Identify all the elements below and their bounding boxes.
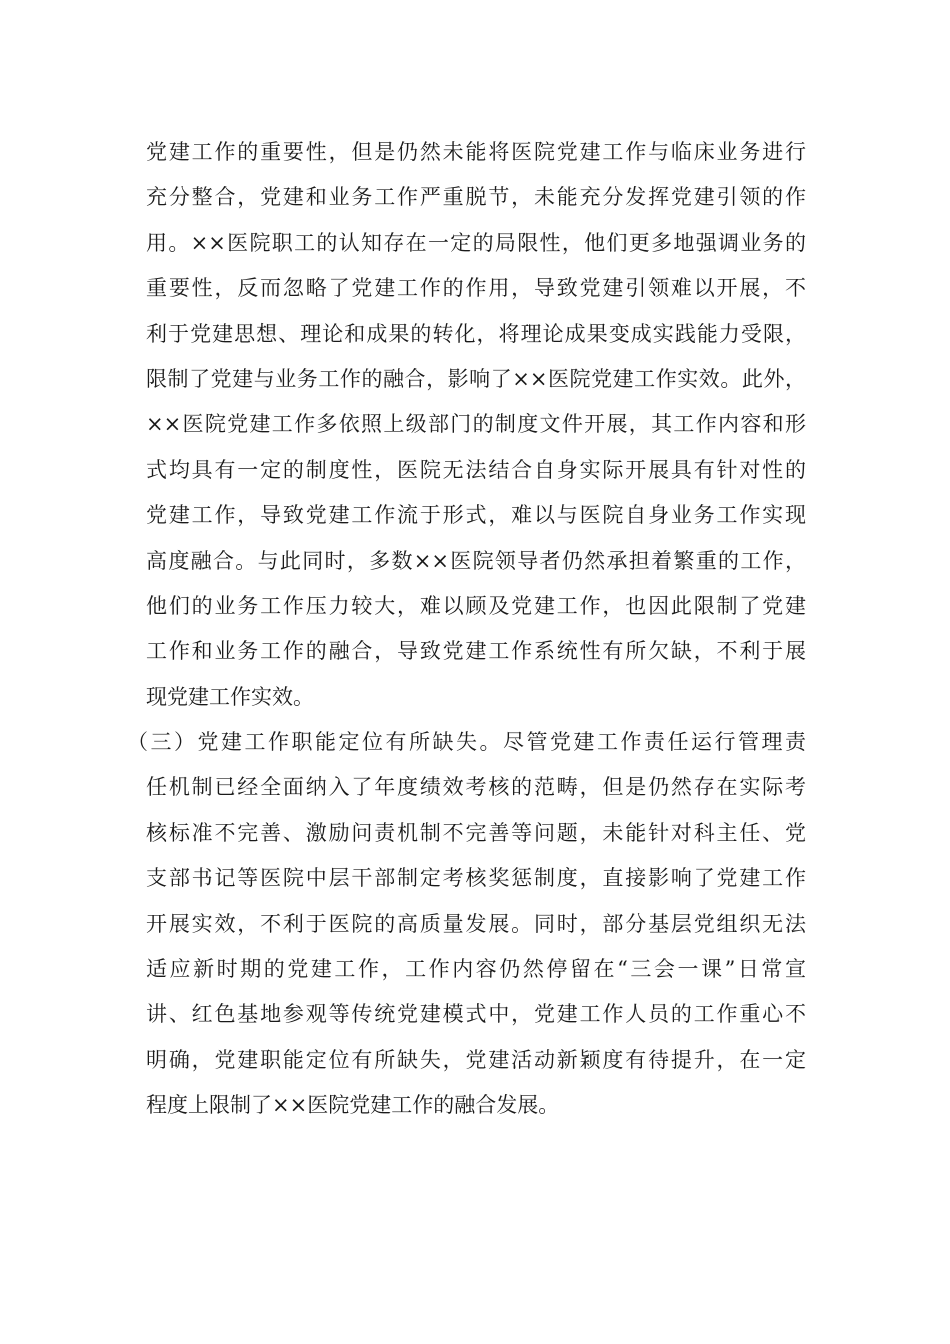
text-line: 任机制已经全面纳入了年度绩效考核的范畴，但是仍然存在实际考	[146, 775, 806, 800]
text-line: 开展实效，不利于医院的高质量发展。同时，部分基层党组织无法	[146, 911, 806, 936]
text-line: 利于党建思想、理论和成果的转化，将理论成果变成实践能力受限，	[146, 321, 806, 346]
text-line: ××医院党建工作多依照上级部门的制度文件开展，其工作内容和形	[146, 412, 806, 437]
text-line: 现党建工作实效。	[146, 684, 314, 709]
text-line: 讲、红色基地参观等传统党建模式中，党建工作人员的工作重心不	[146, 1002, 806, 1027]
text-line: 式均具有一定的制度性，医院无法结合自身实际开展具有针对性的	[146, 457, 806, 482]
text-line: 支部书记等医院中层干部制定考核奖惩制度，直接影响了党建工作	[146, 866, 806, 891]
text-line: 用。××医院职工的认知存在一定的局限性，他们更多地强调业务的	[146, 230, 806, 255]
text-line: 适应新时期的党建工作，工作内容仍然停留在“三会一课”日常宣	[146, 957, 806, 982]
document-body	[127, 130, 806, 1129]
text-line: 明确，党建职能定位有所缺失，党建活动新颖度有待提升，在一定	[146, 1047, 806, 1072]
text-line: 党建工作，导致党建工作流于形式，难以与医院自身业务工作实现	[146, 503, 806, 528]
section-heading-line: （三）党建工作职能定位有所缺失。尽管党建工作责任运行管理责	[127, 730, 806, 755]
paragraph-section-three	[127, 720, 806, 1129]
text-line: 程度上限制了××医院党建工作的融合发展。	[146, 1093, 560, 1118]
text-line: 工作和业务工作的融合，导致党建工作系统性有所欠缺，不利于展	[146, 639, 806, 664]
text-line: 核标准不完善、激励问责机制不完善等问题，未能针对科主任、党	[146, 820, 806, 845]
text-line: 重要性，反而忽略了党建工作的作用，导致党建引领难以开展，不	[146, 276, 806, 301]
text-line: 他们的业务工作压力较大，难以顾及党建工作，也因此限制了党建	[146, 593, 806, 618]
paragraph-continuation	[146, 130, 806, 720]
text-line: 充分整合，党建和业务工作严重脱节，未能充分发挥党建引领的作	[146, 185, 806, 210]
text-line: 限制了党建与业务工作的融合，影响了××医院党建工作实效。此外，	[146, 366, 806, 391]
text-line: 高度融合。与此同时，多数××医院领导者仍然承担着繁重的工作，	[146, 548, 806, 573]
text-line: 党建工作的重要性，但是仍然未能将医院党建工作与临床业务进行	[146, 140, 806, 164]
